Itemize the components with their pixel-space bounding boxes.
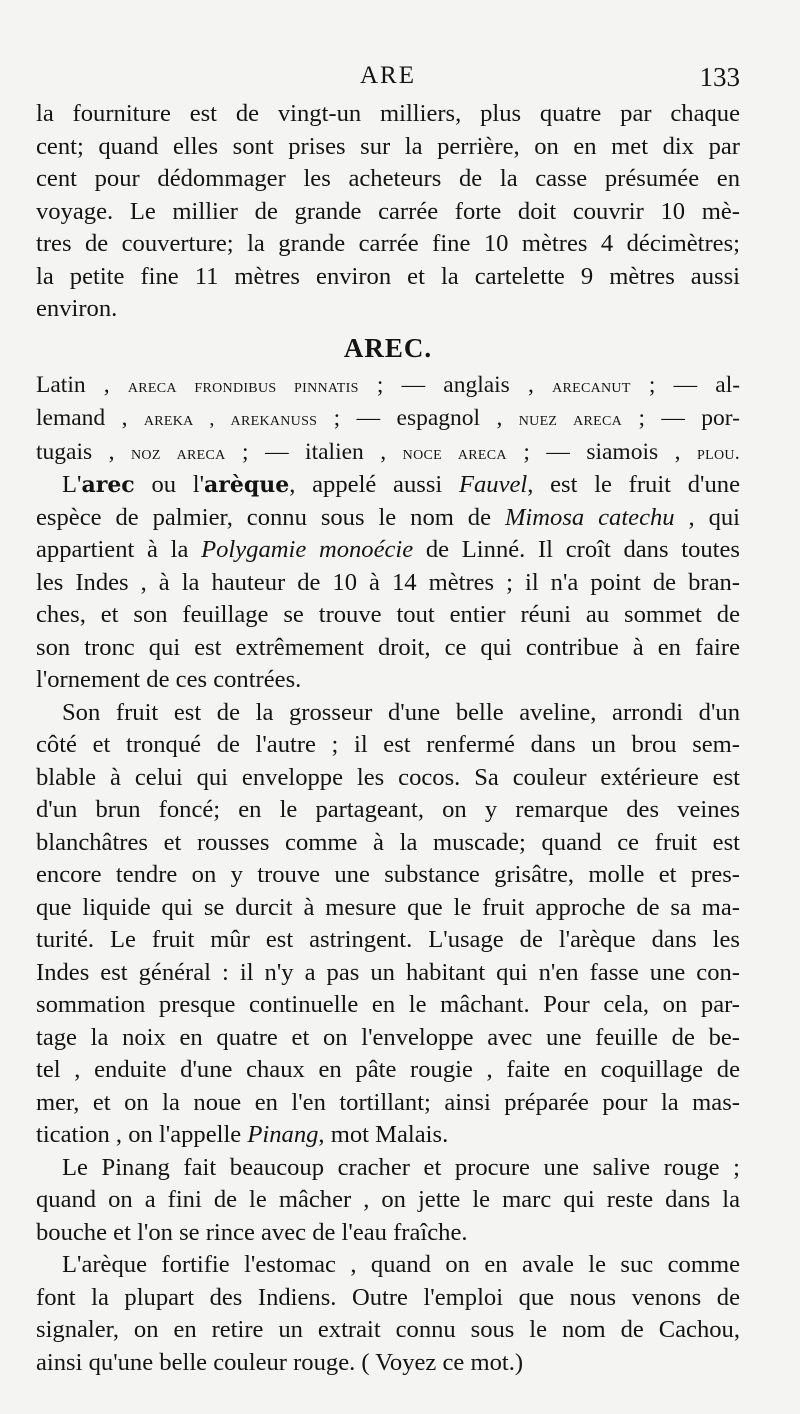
text-line: que liquide qui se durcit à mesure que le fruit approche de sa ma- bbox=[36, 893, 740, 921]
synonym-lang: lemand , bbox=[36, 405, 128, 431]
paragraph-stomach bbox=[36, 1249, 740, 1379]
paragraph-pinang bbox=[36, 1152, 740, 1250]
text-run: , mot Malais. bbox=[318, 1121, 449, 1148]
text-line: tel , enduite d'une chaux en pâte rougie , faite en coquillage de bbox=[36, 1056, 740, 1083]
synonym-line bbox=[36, 436, 740, 470]
text-line bbox=[36, 502, 740, 535]
synonym-lang: ; — al- bbox=[648, 371, 741, 398]
synonym-term: arecanut bbox=[552, 374, 631, 397]
synonym-term: plou. bbox=[697, 441, 741, 464]
text-line: voyage. Le millier de grande carrée forte doit couvrir 10 mè- bbox=[36, 197, 740, 225]
italic-term: Mimosa catechu bbox=[504, 503, 675, 531]
text-line: environ. bbox=[36, 295, 118, 322]
synonym-lang: Latin , bbox=[36, 371, 110, 398]
text-line: son tronc qui est extrêmement droit, ce qui contribue à en faire bbox=[36, 633, 740, 661]
text-line: d'un brun foncé; en le partageant, on y remarque des veines bbox=[36, 796, 740, 823]
text-line bbox=[36, 534, 740, 567]
text-line: encore tendre on y trouve une substance grisâtre, molle et pres- bbox=[36, 861, 740, 888]
text-line: Le Pinang fait beaucoup cracher et procure une salive rouge ; bbox=[62, 1153, 740, 1181]
text-run: appartient à la bbox=[36, 536, 202, 563]
text-run: de Linné. Il croît dans toutes bbox=[413, 536, 740, 563]
page-body bbox=[36, 98, 740, 1379]
synonym-term: areca frondibus pinnatis bbox=[127, 374, 359, 397]
text-line: sommation presque continuelle en le mâchant. Pour cela, on par- bbox=[36, 991, 740, 1018]
text-line: blanchâtres et rousses comme à la muscade; quand ce fruit est bbox=[36, 828, 740, 856]
text-line: bouche et l'on se rince avec de l'eau fraîche. bbox=[36, 1218, 468, 1246]
keyword-areque: arèque bbox=[204, 472, 290, 498]
running-title: ARE bbox=[360, 62, 416, 89]
synonyms-block bbox=[36, 369, 740, 470]
synonym-lang: ; — por- bbox=[638, 405, 740, 431]
paragraph-definition bbox=[36, 469, 740, 697]
keyword-arec: arec bbox=[81, 472, 135, 498]
text-line: signaler, on en retire un extrait connu sous le nom de Cachou, bbox=[36, 1316, 740, 1343]
synonym-lang: ; — anglais , bbox=[376, 371, 534, 398]
text-line: blable à celui qui enveloppe les cocos. Sa couleur extérieure est bbox=[36, 763, 740, 791]
text-line: la petite fine 11 mètres environ et la cartelette 9 mètres aussi bbox=[36, 262, 740, 290]
text-line: cent; quand elles sont prises sur la perrière, on en met dix par bbox=[36, 132, 740, 160]
text-line: tres de couverture; la grande carrée fine 10 mètres 4 décimètres; bbox=[36, 230, 740, 257]
text-run: espèce de palmier, connu sous le nom de bbox=[36, 503, 505, 531]
synonym-lang: ; — espagnol , bbox=[333, 405, 503, 431]
text-line: Son fruit est de la grosseur d'une belle aveline, arrondi d'un bbox=[62, 698, 740, 726]
paragraph-fruit bbox=[36, 697, 740, 1152]
synonym-term: nuez areca bbox=[518, 408, 623, 430]
synonym-line bbox=[36, 402, 740, 436]
text-run: , appelé aussi bbox=[289, 471, 459, 498]
text-line: mer, et on la noue en l'en tortillant; ainsi préparée pour la mas- bbox=[36, 1088, 740, 1116]
page-number: 133 bbox=[699, 62, 740, 92]
text-run: ou l' bbox=[134, 471, 205, 498]
text-line: l'ornement de ces contrées. bbox=[36, 666, 302, 693]
running-header bbox=[36, 62, 740, 98]
paragraph-intro-continuation bbox=[36, 98, 740, 326]
text-line: la fourniture est de vingt-un milliers, plus quatre par chaque bbox=[36, 100, 740, 127]
text-line: quand on a fini de le mâcher , on jette le marc qui reste dans la bbox=[36, 1186, 740, 1213]
text-line: L'arèque fortifie l'estomac , quand on en avale le suc comme bbox=[62, 1251, 740, 1278]
text-line: les Indes , à la hauteur de 10 à 14 mètres ; il n'a point de bran- bbox=[36, 568, 740, 596]
text-run: , est le fruit d'une bbox=[527, 471, 740, 498]
text-line: ainsi qu'une belle couleur rouge. ( Voyez ce mot.) bbox=[36, 1348, 524, 1376]
synonym-lang: ; — siamois , bbox=[523, 438, 681, 465]
synonym-term: noce areca bbox=[402, 441, 507, 464]
text-line: ches, et son feuillage se trouve tout entier réuni au sommet de bbox=[36, 601, 740, 628]
text-line: Indes est général : il n'y a pas un habitant qui n'en fasse une con- bbox=[36, 958, 740, 986]
synonym-lang: ; — italien , bbox=[242, 438, 387, 465]
entry-heading: AREC. bbox=[343, 332, 433, 363]
text-line: côté et tronqué de l'autre ; il est renfermé dans un brou sem- bbox=[36, 731, 740, 758]
italic-term: Pinang bbox=[247, 1121, 319, 1148]
text-run: tication , on l'appelle bbox=[36, 1121, 248, 1148]
synonym-term: noz areca bbox=[131, 441, 226, 464]
italic-term: Fauvel bbox=[458, 471, 528, 498]
text-line: tage la noix en quatre et on l'enveloppe avec une feuille de be- bbox=[36, 1023, 740, 1051]
text-line bbox=[36, 1119, 740, 1152]
text-line: cent pour dédommager les acheteurs de la casse présumée en bbox=[36, 165, 740, 192]
synonym-term: areka , arekanuss bbox=[143, 408, 318, 430]
text-run: L' bbox=[62, 471, 82, 498]
text-line: turité. Le fruit mûr est astringent. L'usage de l'arèque dans les bbox=[36, 926, 740, 953]
text-line bbox=[36, 469, 740, 502]
italic-term: Polygamie monoécie bbox=[201, 536, 414, 563]
synonym-lang: tugais , bbox=[36, 438, 115, 465]
synonym-line bbox=[36, 369, 740, 403]
text-line: font la plupart des Indiens. Outre l'emploi que nous venons de bbox=[36, 1283, 740, 1311]
text-run: , qui bbox=[674, 503, 740, 531]
